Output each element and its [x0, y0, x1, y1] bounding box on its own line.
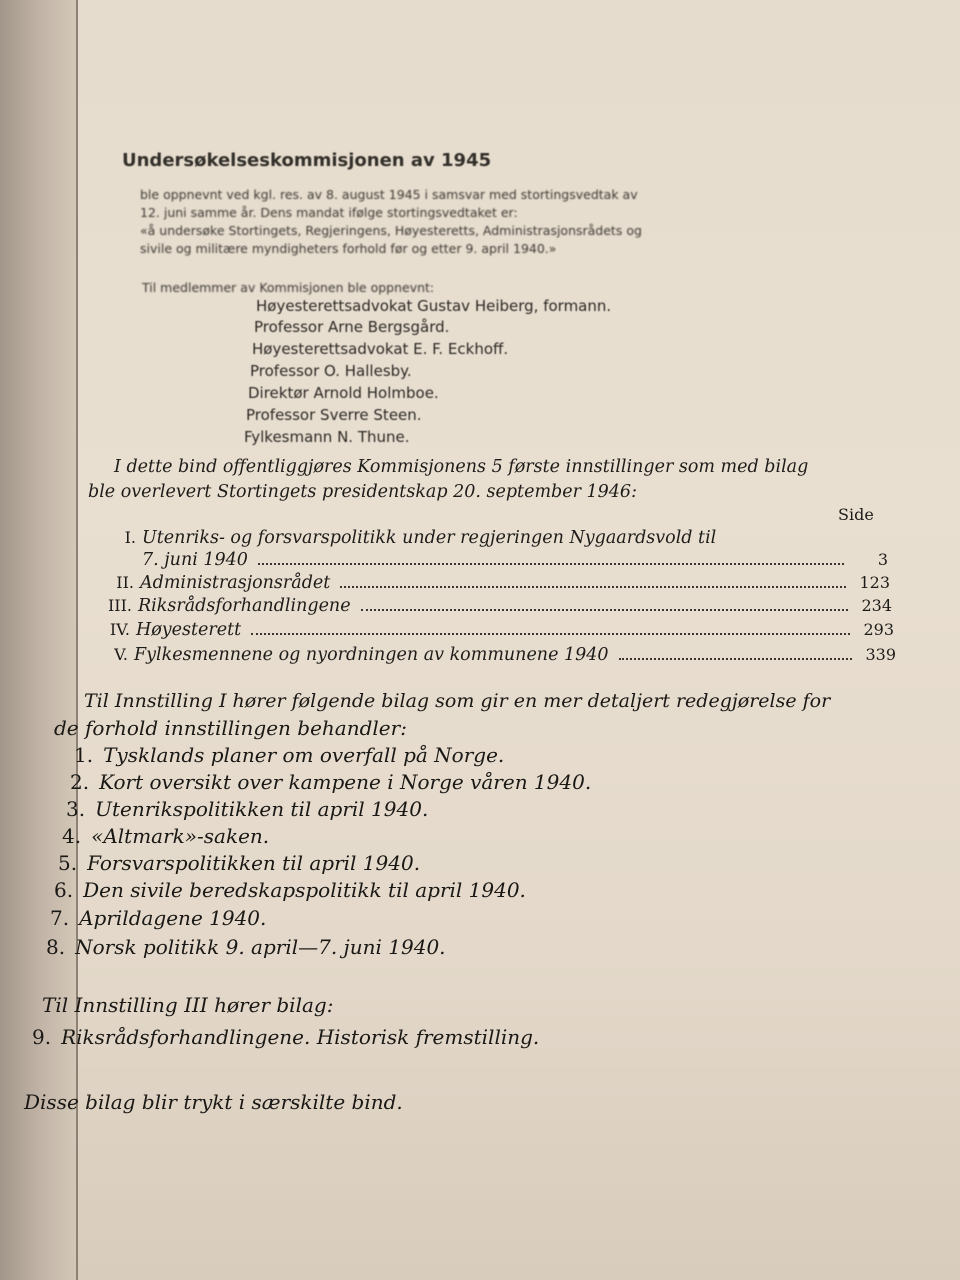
toc-title: Høyesterett	[136, 620, 242, 640]
member-6: Professor Sverre Steen.	[246, 406, 422, 424]
toc-number: II.	[116, 573, 134, 592]
member-5: Direktør Arnold Holmboe.	[248, 384, 439, 402]
toc-entry-3	[92, 596, 892, 622]
toc-page: 339	[865, 645, 896, 664]
publication-intro-line-2: ble overlevert Stortingets presidentskap 20. september 1946:	[88, 482, 637, 502]
member-7: Fylkesmann N. Thune.	[244, 428, 410, 446]
bilag3-item-9: 9. Riksrådsforhandlingene. Historisk fremstilling.	[32, 1025, 540, 1049]
bilag-item-3: 3. Utenrikspolitikken til april 1940.	[66, 797, 429, 821]
toc-title: Administrasjonsrådet	[140, 573, 331, 593]
toc-title-continuation: 7. juni 1940	[142, 550, 248, 570]
member-4: Professor O. Hallesby.	[250, 362, 412, 380]
bilag-item-4: 4. «Altmark»-saken.	[62, 824, 270, 848]
toc-page: 293	[863, 620, 894, 639]
bilag-item-6: 6. Den sivile beredskapspolitikk til april 1940.	[54, 878, 526, 902]
bilag-intro-line-1: Til Innstilling I hører følgende bilag som gir en mer detaljert redegjørelse for	[84, 690, 831, 712]
toc-page: 123	[859, 573, 890, 592]
toc-number: I.	[124, 528, 136, 547]
toc-page: 234	[861, 596, 892, 615]
member-1: Høyesterettsadvokat Gustav Heiberg, formann.	[256, 297, 612, 315]
appointment-line-1: ble oppnevnt ved kgl. res. av 8. august 1945 i samsvar med stortingsvedtak av	[140, 187, 638, 202]
bilag-item-2: 2. Kort oversikt over kampene i Norge våren 1940.	[70, 770, 592, 794]
toc-title: Fylkesmennene og nyordningen av kommunene 1940	[134, 645, 609, 665]
bilag-intro-line-2: de forhold innstillingen behandler:	[54, 716, 407, 740]
bilag3-intro: Til Innstilling III hører bilag:	[42, 993, 334, 1017]
toc-leader-dots	[340, 585, 846, 588]
bilag-item-1: 1. Tysklands planer om overfall på Norge.	[74, 743, 505, 767]
toc-leader-dots	[251, 632, 850, 635]
toc-leader-dots	[361, 608, 848, 611]
toc-side-label: Side	[838, 505, 874, 524]
page-heading: Undersøkelseskommisjonen av 1945	[122, 150, 492, 171]
appointment-line-2: 12. juni samme år. Dens mandat ifølge stortingsvedtaket er:	[140, 205, 518, 220]
bilag-item-5: 5. Forsvarspolitikken til april 1940.	[58, 851, 421, 875]
toc-entry-5	[88, 645, 896, 671]
toc-page: 3	[877, 550, 888, 569]
appointment-line-4: sivile og militære myndigheters forhold før og etter 9. april 1940.»	[140, 241, 557, 256]
toc-number: V.	[114, 645, 128, 664]
toc-entry-4	[90, 620, 894, 646]
toc-number: IV.	[109, 620, 130, 639]
members-intro: Til medlemmer av Kommisjonen ble oppnevnt:	[142, 280, 435, 295]
member-2: Professor Arne Bergsgård.	[254, 318, 450, 336]
member-3: Høyesterettsadvokat E. F. Eckhoff.	[252, 340, 509, 358]
toc-leader-dots	[258, 562, 844, 565]
bilag-item-7: 7. Aprildagene 1940.	[50, 906, 267, 930]
toc-leader-dots	[619, 657, 852, 660]
appointment-line-3: «å undersøke Stortingets, Regjeringens, Høyesteretts, Administrasjonsrådets og	[140, 223, 642, 238]
bilag-item-8: 8. Norsk politikk 9. april—7. juni 1940.	[46, 935, 446, 959]
closing-note: Disse bilag blir trykt i særskilte bind.	[24, 1090, 403, 1114]
toc-title: Utenriks- og forsvarspolitikk under regjeringen Nygaardsvold til	[142, 528, 717, 548]
publication-intro-line-1: I dette bind offentliggjøres Kommisjonens 5 første innstillinger som med bilag	[114, 457, 809, 477]
toc-title: Riksrådsforhandlingene	[138, 596, 351, 616]
toc-number: III.	[107, 596, 132, 615]
